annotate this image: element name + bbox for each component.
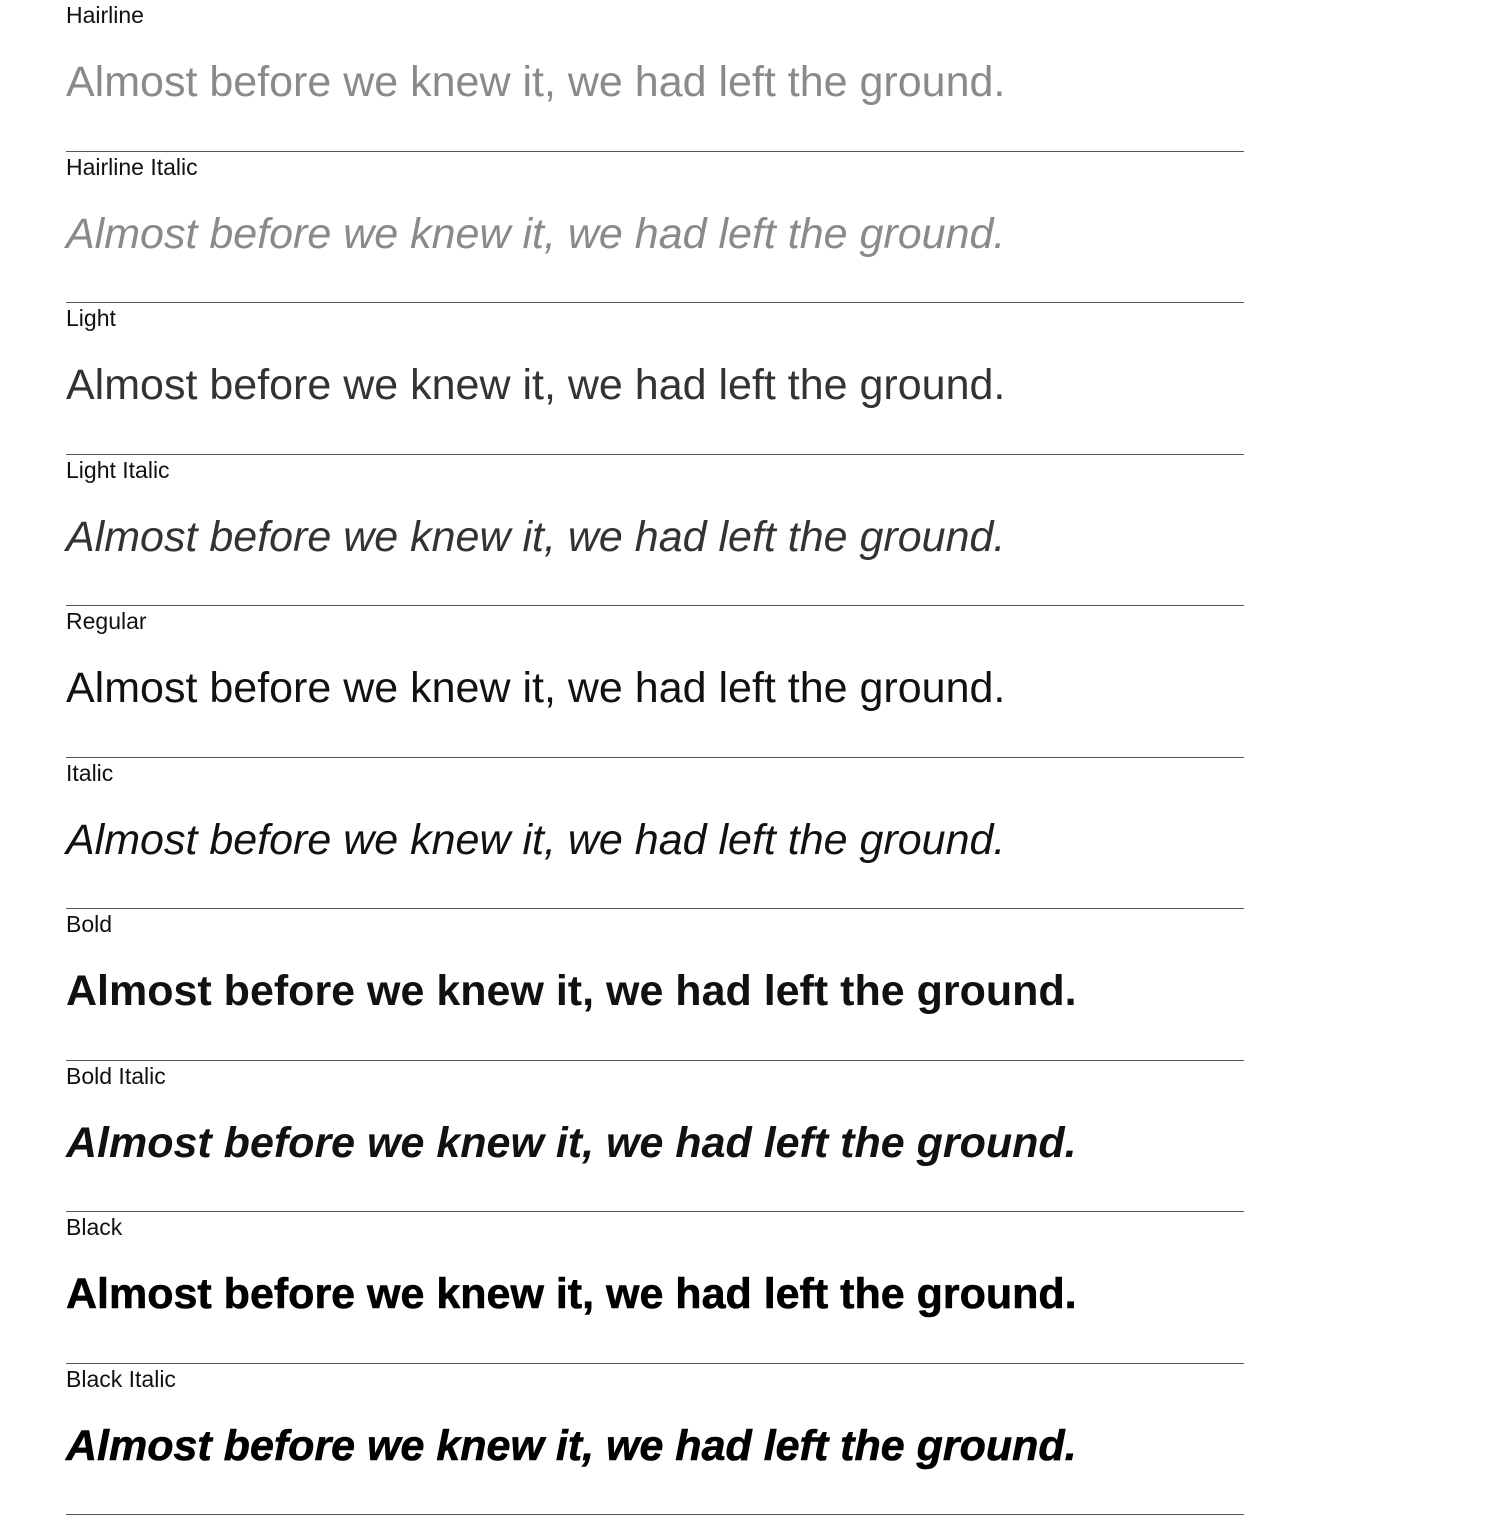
sample-text: Almost before we knew it, we had left the ground. <box>66 815 1006 864</box>
specimen-row-regular <box>66 606 1244 758</box>
sample-text: Almost before we knew it, we had left the ground. <box>66 1421 1077 1470</box>
style-label: Black <box>66 1214 123 1240</box>
font-specimen-list <box>66 0 1244 1515</box>
specimen-row-light-italic <box>66 455 1244 607</box>
style-label: Light Italic <box>66 456 170 483</box>
specimen-row-black-italic <box>66 1364 1244 1515</box>
sample-text: Almost before we knew it, we had left the ground. <box>66 361 1006 409</box>
style-label: Hairline <box>66 2 144 28</box>
specimen-row-light <box>66 303 1244 455</box>
style-label: Bold Italic <box>66 1062 166 1089</box>
sample-text: Almost before we knew it, we had left the ground. <box>66 58 1006 106</box>
specimen-row-hairline <box>66 0 1244 152</box>
sample-text: Almost before we knew it, we had left the ground. <box>66 967 1077 1015</box>
specimen-row-bold <box>66 909 1244 1061</box>
specimen-row-italic <box>66 758 1244 910</box>
specimen-row-hairline-italic <box>66 152 1244 304</box>
style-label: Bold <box>66 911 113 937</box>
sample-text: Almost before we knew it, we had left the ground. <box>66 1118 1077 1167</box>
sample-text: Almost before we knew it, we had left the ground. <box>66 512 1006 561</box>
sample-text: Almost before we knew it, we had left the ground. <box>66 1270 1077 1318</box>
specimen-row-black <box>66 1212 1244 1364</box>
style-label: Light <box>66 305 116 331</box>
style-label: Black Italic <box>66 1365 176 1392</box>
sample-text: Almost before we knew it, we had left the ground. <box>66 209 1006 258</box>
style-label: Regular <box>66 608 147 634</box>
style-label: Hairline Italic <box>66 153 198 180</box>
style-label: Italic <box>66 759 114 786</box>
specimen-row-bold-italic <box>66 1061 1244 1213</box>
sample-text: Almost before we knew it, we had left the ground. <box>66 664 1006 712</box>
